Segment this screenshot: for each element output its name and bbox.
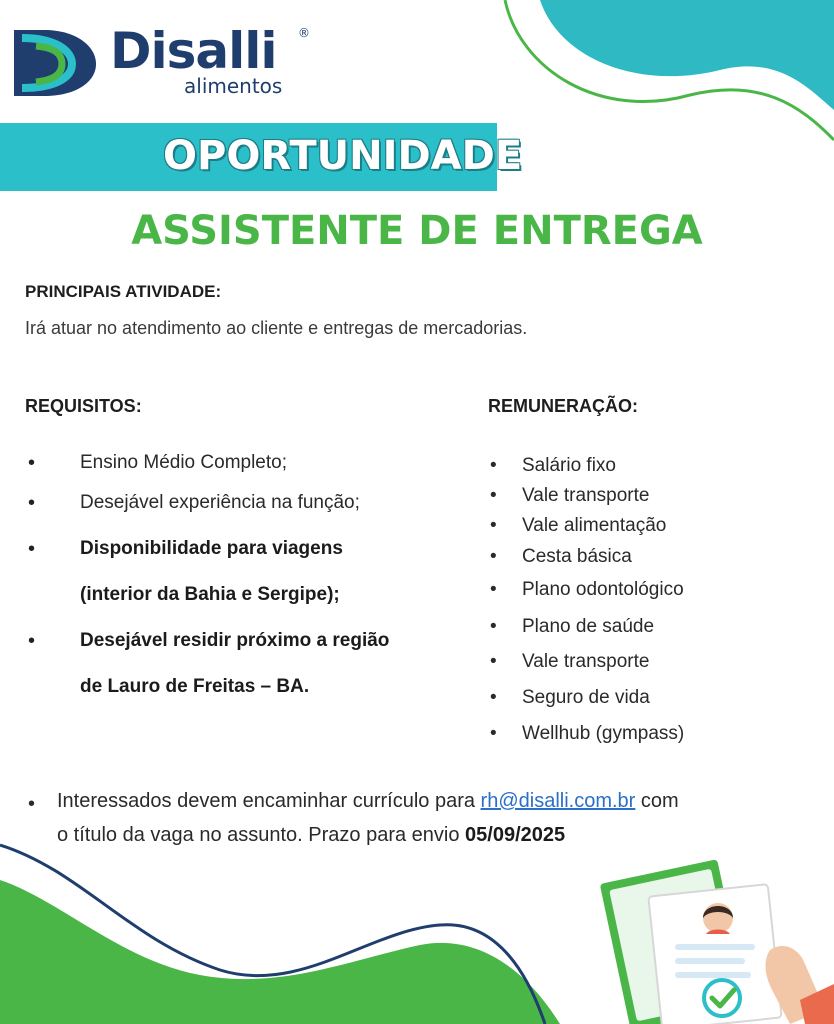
- requirement-text: Desejável experiência na função;: [80, 492, 360, 513]
- benefit-text: Salário fixo: [522, 455, 616, 476]
- benefit-text: Plano de saúde: [522, 616, 655, 637]
- bullet-icon: •: [490, 723, 497, 744]
- instructions-text: Interessados devem encaminhar currículo para: [57, 790, 481, 812]
- bullet-icon: •: [28, 492, 36, 514]
- deadline-date: 05/09/2025: [465, 824, 566, 846]
- instructions-text: com: [635, 790, 679, 812]
- bullet-icon: •: [490, 651, 497, 672]
- logo-mark-icon: [14, 26, 96, 96]
- list-item: [490, 515, 666, 537]
- registered-mark: ®: [298, 26, 310, 40]
- list-item: [490, 546, 632, 568]
- bullet-icon: •: [490, 616, 497, 637]
- bullet-icon: •: [490, 546, 497, 567]
- requirement-text-line2: de Lauro de Freitas – BA.: [80, 676, 310, 697]
- bullet-icon: •: [490, 485, 497, 506]
- activities-label: PRINCIPAIS ATIVIDADE:: [25, 282, 222, 301]
- benefit-text: Wellhub (gympass): [522, 723, 685, 744]
- bullet-icon: •: [490, 687, 497, 708]
- resume-checklist-illustration-icon: [600, 860, 834, 1024]
- job-title: ASSISTENTE DE ENTREGA: [131, 208, 703, 254]
- benefit-text: Cesta básica: [522, 546, 632, 567]
- list-item: [490, 455, 616, 477]
- logo-name: Disalli: [110, 22, 277, 80]
- benefit-text: Vale transporte: [522, 485, 650, 506]
- list-item: [490, 687, 650, 709]
- list-item: [490, 616, 654, 638]
- application-instructions: [57, 790, 679, 813]
- list-item: [490, 485, 649, 507]
- list-item: [490, 579, 684, 601]
- benefit-text: Vale transporte: [522, 651, 650, 672]
- requirement-text: Disponibilidade para viagens: [80, 538, 343, 559]
- benefit-text: Vale alimentação: [522, 515, 667, 536]
- instructions-text: o título da vaga no assunto. Prazo para envio: [57, 824, 466, 846]
- bullet-icon: •: [490, 579, 497, 600]
- opportunity-banner: [0, 123, 523, 191]
- application-instructions-line2: [57, 824, 565, 847]
- list-item: [490, 651, 649, 673]
- bullet-icon: •: [28, 538, 36, 560]
- benefit-text: Plano odontológico: [522, 579, 684, 600]
- remuneration-label: REMUNERAÇÃO:: [488, 396, 638, 416]
- requirement-text-line2: (interior da Bahia e Sergipe);: [80, 584, 340, 605]
- requirement-text: Desejável residir próximo a região: [80, 630, 390, 651]
- requirement-continuation: [80, 584, 340, 606]
- bullet-icon: •: [490, 455, 497, 476]
- requirement-text: Ensino Médio Completo;: [80, 452, 287, 473]
- logo-subtitle: alimentos: [184, 74, 283, 98]
- activities-text: Irá atuar no atendimento ao cliente e entregas de mercadorias.: [25, 318, 528, 338]
- list-item: [490, 723, 684, 745]
- benefit-text: Seguro de vida: [522, 687, 650, 708]
- email-link[interactable]: rh@disalli.com.br: [480, 790, 636, 812]
- banner-text: OPORTUNIDADE: [163, 133, 523, 179]
- bullet-icon: •: [490, 515, 497, 536]
- bullet-icon: •: [28, 452, 36, 474]
- requirement-continuation: [80, 676, 309, 698]
- bullet-icon: •: [28, 630, 36, 652]
- company-logo: [14, 18, 314, 98]
- bullet-icon: •: [28, 793, 36, 815]
- requirements-label: REQUISITOS:: [25, 396, 142, 416]
